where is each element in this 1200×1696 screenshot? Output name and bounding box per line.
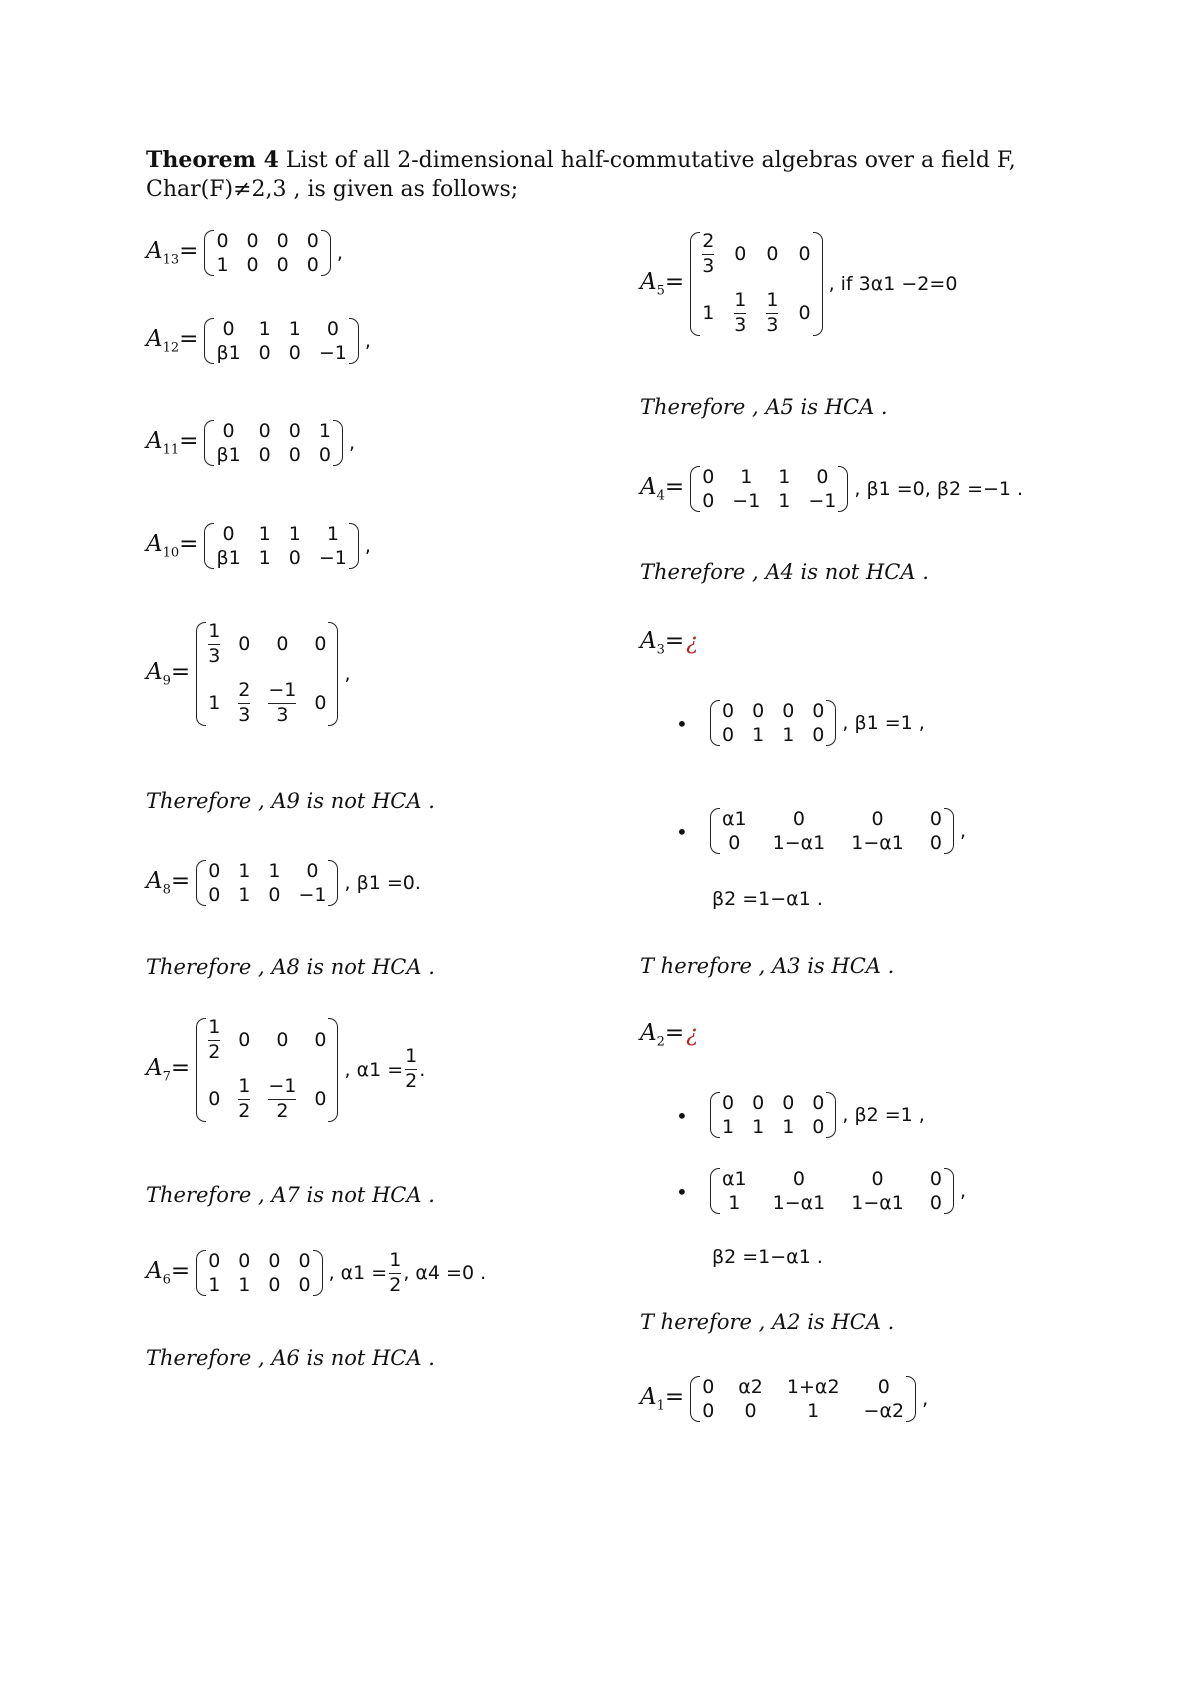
missing-glyph: ¿ [686, 1022, 698, 1048]
conclusion-a2: T herefore , A2 is HCA . [640, 1310, 895, 1334]
bullet-icon: • [676, 1104, 688, 1128]
equation-a4: $A_4=$ 0 1 1 0 0 −1 1 −1 , β1 =0, β2 =−1 . [640, 466, 1024, 512]
a2-case-2: α1 0 0 0 1 1−α1 1−α1 0 , [706, 1168, 966, 1214]
conclusion-a6: Therefore , A6 is not HCA . [146, 1346, 435, 1370]
matrix: 0 0 0 0 0 1 1 0 [710, 700, 836, 746]
conclusion-a8: Therefore , A8 is not HCA . [146, 955, 435, 979]
equation-a6: $A_6=$ 0 0 0 0 1 1 0 0 , α1 = $\frac{1}{2}$ , α4 =0 . [146, 1248, 487, 1296]
equation-a13: $A_{13}=$ 0 0 0 0 1 0 0 0 , [146, 230, 343, 276]
equation-a12: $A_{12}=$ 0 1 1 0 β1 0 0 −1 , [146, 318, 371, 364]
conclusion-a9: Therefore , A9 is not HCA . [146, 789, 435, 813]
a3-case-1: 0 0 0 0 0 1 1 0 , β1 =1 , [706, 700, 925, 746]
matrix: $\frac{1}{2}$ 0 0 0 0 $\frac{1}{2}$ $\frac{-1}{2}$ 0 [196, 1018, 338, 1122]
equation-a10: $A_{10}=$ 0 1 1 1 β1 1 0 −1 , [146, 523, 371, 569]
matrix: 0 0 0 0 1 1 0 0 [196, 1250, 322, 1296]
matrix: 0 0 0 0 1 1 1 0 [710, 1092, 836, 1138]
bullet-icon: • [676, 820, 688, 844]
theorem-label: Theorem 4 [146, 147, 279, 173]
equation-a9: $A_9=$ $\frac{1}{3}$ 0 0 0 1 $\frac{2}{3}$ $\frac{-1}{3}$ 0 , [146, 620, 351, 726]
a3-case-2-condition: β2 =1−α1 . [712, 888, 823, 910]
a2-case-2-condition: β2 =1−α1 . [712, 1246, 823, 1268]
equation-a11: $A_{11}=$ 0 0 0 1 β1 0 0 0 , [146, 420, 355, 466]
a2-case-1: 0 0 0 0 1 1 1 0 , β2 =1 , [706, 1092, 925, 1138]
missing-glyph: ¿ [686, 630, 698, 656]
equation-a3: $A_3=$ ¿ [640, 628, 698, 658]
conclusion-a7: Therefore , A7 is not HCA . [146, 1183, 435, 1207]
matrix: 0 0 0 1 β1 0 0 0 [204, 420, 343, 466]
conclusion-a5: Therefore , A5 is HCA . [640, 395, 888, 419]
matrix: 0 0 0 0 1 0 0 0 [204, 230, 330, 276]
conclusion-a3: T herefore , A3 is HCA . [640, 954, 895, 978]
matrix: 0 α2 1+α2 0 0 0 1 −α2 [690, 1376, 916, 1422]
matrix: 0 1 1 0 0 1 0 −1 [196, 860, 338, 906]
matrix: α1 0 0 0 0 1−α1 1−α1 0 [710, 808, 954, 854]
matrix: 0 1 1 1 β1 1 0 −1 [204, 523, 358, 569]
a3-case-2: α1 0 0 0 0 1−α1 1−α1 0 , [706, 808, 966, 854]
theorem-text: List of all 2-dimensional half-commutative algebras over a field F, Char(F)≠2,3 , is given as follows; [146, 148, 1016, 202]
matrix: 0 1 1 0 0 −1 1 −1 [690, 466, 848, 512]
equation-a2: $A_2=$ ¿ [640, 1020, 698, 1050]
matrix: $\frac{1}{3}$ 0 0 0 1 $\frac{2}{3}$ $\frac{-1}{3}$ 0 [196, 622, 338, 726]
matrix: $\frac{2}{3}$ 0 0 0 1 $\frac{1}{3}$ $\frac{1}{3}$ 0 [690, 232, 822, 336]
bullet-icon: • [676, 712, 688, 736]
equation-a1: $A_1=$ 0 α2 1+α2 0 0 0 1 −α2 , [640, 1376, 929, 1422]
matrix: α1 0 0 0 1 1−α1 1−α1 0 [710, 1168, 954, 1214]
matrix: 0 1 1 0 β1 0 0 −1 [204, 318, 358, 364]
theorem-statement [146, 146, 1066, 204]
equation-a5: $A_5=$ $\frac{2}{3}$ 0 0 0 1 $\frac{1}{3}$ $\frac{1}{3}$ 0 , if 3α1 −2=0 [640, 230, 958, 336]
equation-a7: $A_7=$ $\frac{1}{2}$ 0 0 0 0 $\frac{1}{2}$ $\frac{-1}{2}$ 0 , α1 = $\frac{1}{2}$ . [146, 1016, 426, 1122]
bullet-icon: • [676, 1180, 688, 1204]
equation-a8: $A_8=$ 0 1 1 0 0 1 0 −1 , β1 =0. [146, 860, 421, 906]
conclusion-a4: Therefore , A4 is not HCA . [640, 560, 929, 584]
